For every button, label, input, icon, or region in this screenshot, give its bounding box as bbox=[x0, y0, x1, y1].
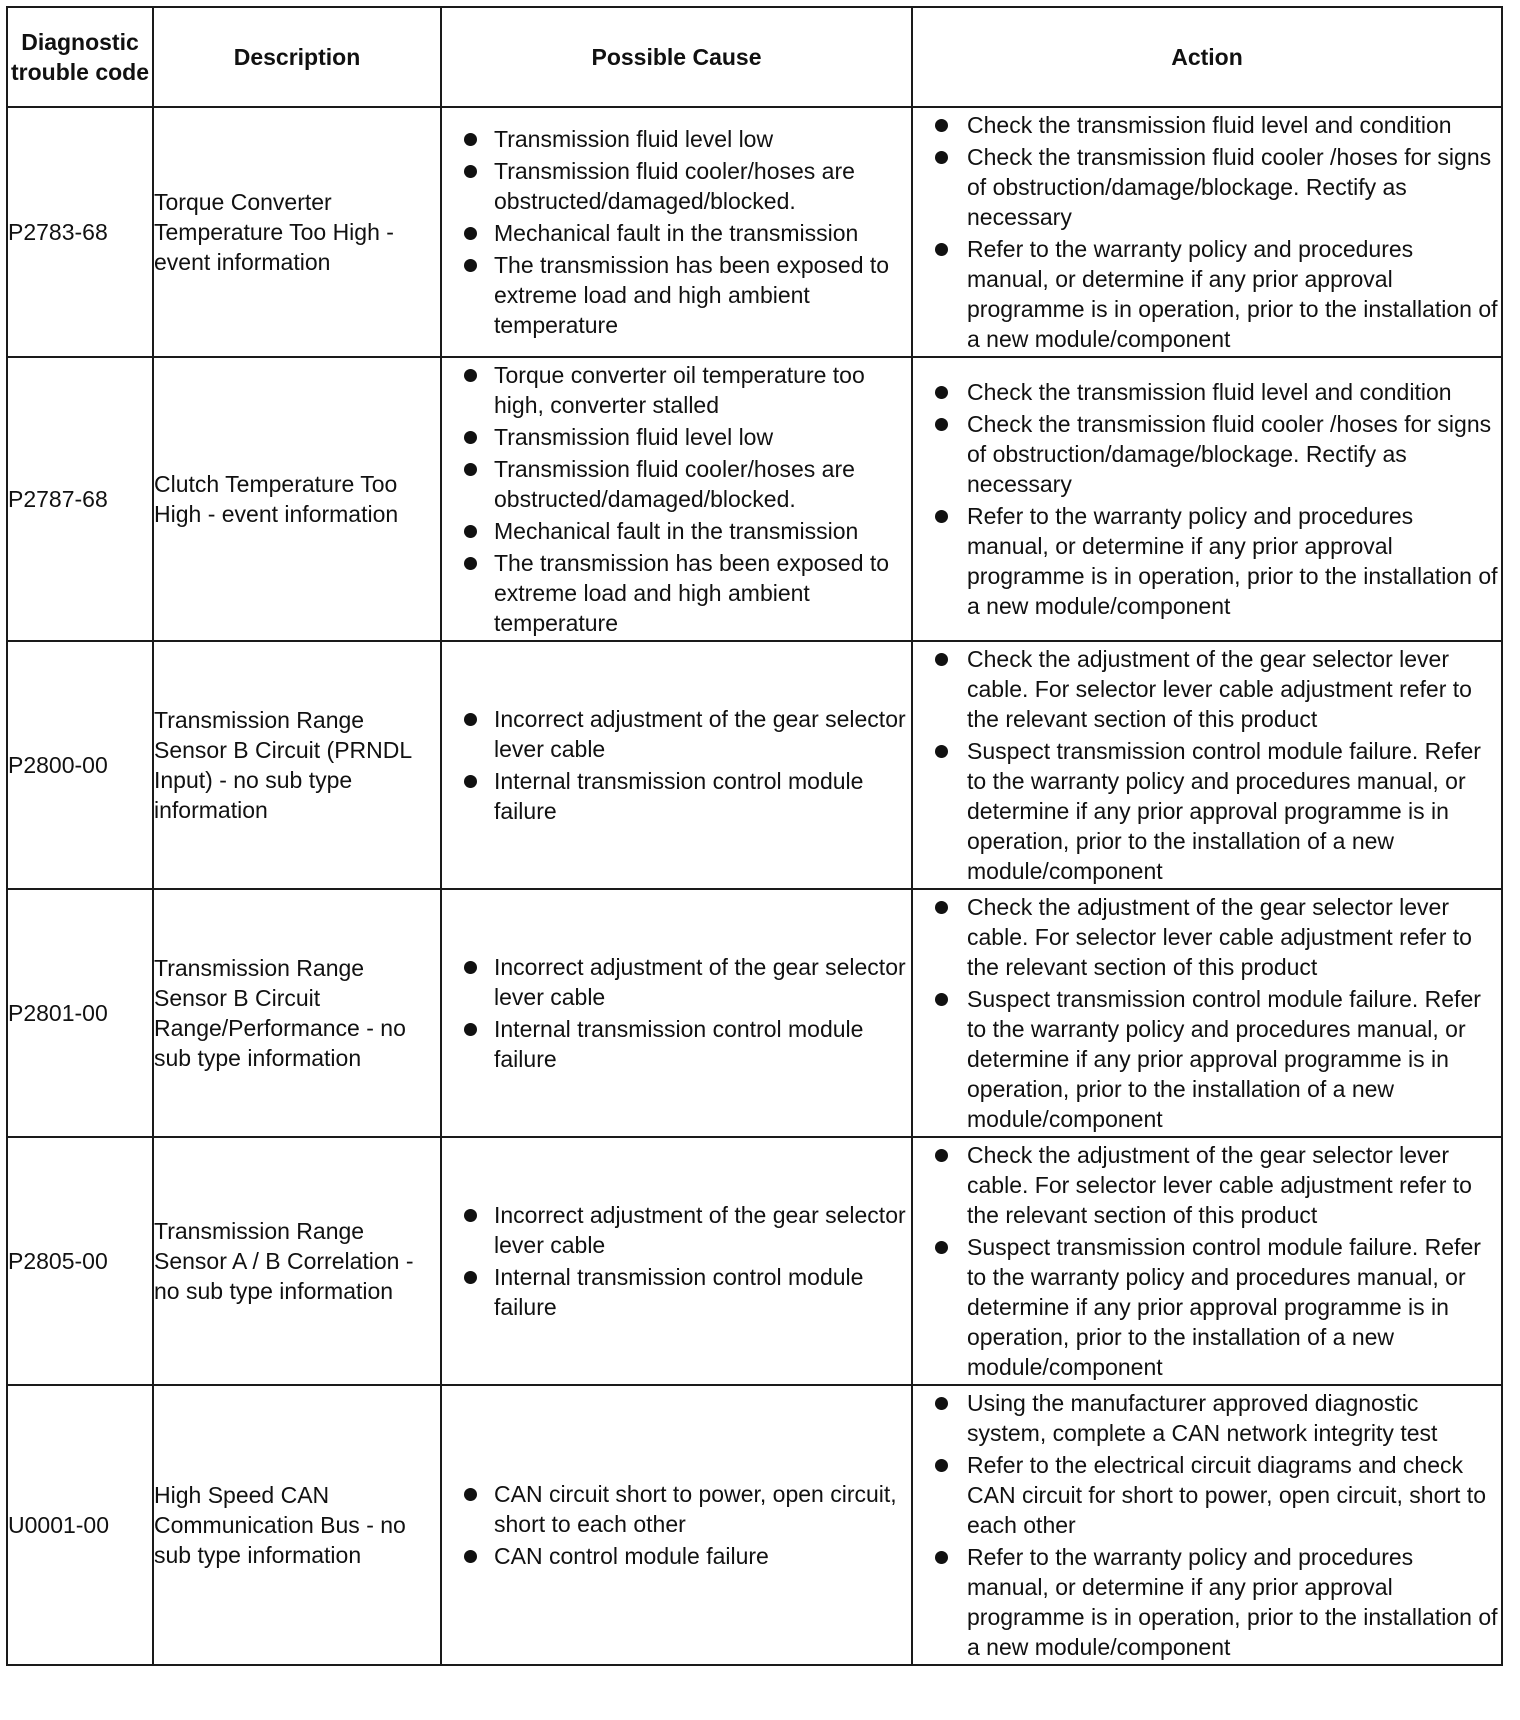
header-code: Diagnostic trouble code bbox=[7, 7, 153, 107]
action-item: Check the transmission fluid level and condition bbox=[913, 110, 1501, 140]
possible-cause-cell bbox=[441, 107, 912, 357]
cause-item: Transmission fluid level low bbox=[442, 124, 911, 154]
action-item: Suspect transmission control module failure. Refer to the warranty policy and procedures manual, or determine if any prior approval programme is in operation, prior to the installation of a new module/component bbox=[913, 1232, 1501, 1382]
cause-item: Torque converter oil temperature too high, converter stalled bbox=[442, 360, 911, 420]
cause-list bbox=[442, 1479, 911, 1571]
cause-item: Incorrect adjustment of the gear selector lever cable bbox=[442, 952, 911, 1012]
dtc-code: P2801-00 bbox=[7, 889, 153, 1137]
header-cause: Possible Cause bbox=[441, 7, 912, 107]
dtc-description: Transmission Range Sensor B Circuit (PRNDL Input) - no sub type information bbox=[153, 641, 441, 889]
action-cell bbox=[912, 1137, 1502, 1385]
dtc-code: P2783-68 bbox=[7, 107, 153, 357]
action-item: Refer to the warranty policy and procedures manual, or determine if any prior approval programme is in operation, prior to the installation of a new module/component bbox=[913, 1542, 1501, 1662]
dtc-description: High Speed CAN Communication Bus - no sub type information bbox=[153, 1385, 441, 1665]
dtc-code: P2800-00 bbox=[7, 641, 153, 889]
action-item: Refer to the warranty policy and procedures manual, or determine if any prior approval programme is in operation, prior to the installation of a new module/component bbox=[913, 501, 1501, 621]
table-body bbox=[7, 107, 1502, 1665]
dtc-description: Transmission Range Sensor A / B Correlation - no sub type information bbox=[153, 1137, 441, 1385]
action-item: Refer to the electrical circuit diagrams and check CAN circuit for short to power, open circuit, short to each other bbox=[913, 1450, 1501, 1540]
header-action: Action bbox=[912, 7, 1502, 107]
cause-item: Internal transmission control module failure bbox=[442, 1014, 911, 1074]
action-item: Check the adjustment of the gear selector lever cable. For selector lever cable adjustment refer to the relevant section of this product bbox=[913, 644, 1501, 734]
possible-cause-cell bbox=[441, 1137, 912, 1385]
table-row bbox=[7, 1385, 1502, 1665]
action-cell bbox=[912, 889, 1502, 1137]
dtc-code: U0001-00 bbox=[7, 1385, 153, 1665]
table-row bbox=[7, 641, 1502, 889]
action-item: Check the transmission fluid cooler /hoses for signs of obstruction/damage/blockage. Rectify as necessary bbox=[913, 409, 1501, 499]
cause-item: The transmission has been exposed to extreme load and high ambient temperature bbox=[442, 548, 911, 638]
action-item: Using the manufacturer approved diagnostic system, complete a CAN network integrity test bbox=[913, 1388, 1501, 1448]
table-row bbox=[7, 889, 1502, 1137]
cause-item: Incorrect adjustment of the gear selector lever cable bbox=[442, 704, 911, 764]
cause-list bbox=[442, 952, 911, 1074]
cause-item: Mechanical fault in the transmission bbox=[442, 218, 911, 248]
possible-cause-cell bbox=[441, 889, 912, 1137]
cause-item: The transmission has been exposed to extreme load and high ambient temperature bbox=[442, 250, 911, 340]
action-item: Check the adjustment of the gear selector lever cable. For selector lever cable adjustment refer to the relevant section of this product bbox=[913, 892, 1501, 982]
possible-cause-cell bbox=[441, 1385, 912, 1665]
cause-list bbox=[442, 360, 911, 638]
cause-list bbox=[442, 124, 911, 340]
dtc-code: P2805-00 bbox=[7, 1137, 153, 1385]
action-list bbox=[913, 110, 1501, 354]
dtc-table bbox=[6, 6, 1503, 1666]
action-item: Check the adjustment of the gear selector lever cable. For selector lever cable adjustment refer to the relevant section of this product bbox=[913, 1140, 1501, 1230]
action-item: Check the transmission fluid cooler /hoses for signs of obstruction/damage/blockage. Rectify as necessary bbox=[913, 142, 1501, 232]
possible-cause-cell bbox=[441, 641, 912, 889]
action-cell bbox=[912, 107, 1502, 357]
header-row bbox=[7, 7, 1502, 107]
cause-item: CAN control module failure bbox=[442, 1541, 911, 1571]
cause-item: Internal transmission control module failure bbox=[442, 1262, 911, 1322]
action-list bbox=[913, 377, 1501, 621]
table-row bbox=[7, 1137, 1502, 1385]
dtc-description: Torque Converter Temperature Too High - event information bbox=[153, 107, 441, 357]
action-item: Suspect transmission control module failure. Refer to the warranty policy and procedures manual, or determine if any prior approval programme is in operation, prior to the installation of a new module/component bbox=[913, 984, 1501, 1134]
table-row bbox=[7, 107, 1502, 357]
cause-list bbox=[442, 1200, 911, 1322]
action-list bbox=[913, 1140, 1501, 1382]
dtc-code: P2787-68 bbox=[7, 357, 153, 641]
action-list bbox=[913, 1388, 1501, 1662]
action-cell bbox=[912, 641, 1502, 889]
cause-list bbox=[442, 704, 911, 826]
dtc-description: Transmission Range Sensor B Circuit Range/Performance - no sub type information bbox=[153, 889, 441, 1137]
header-description: Description bbox=[153, 7, 441, 107]
cause-item: Transmission fluid cooler/hoses are obstructed/damaged/blocked. bbox=[442, 454, 911, 514]
action-item: Refer to the warranty policy and procedures manual, or determine if any prior approval programme is in operation, prior to the installation of a new module/component bbox=[913, 234, 1501, 354]
action-list bbox=[913, 644, 1501, 886]
cause-item: Internal transmission control module failure bbox=[442, 766, 911, 826]
action-list bbox=[913, 892, 1501, 1134]
action-item: Check the transmission fluid level and condition bbox=[913, 377, 1501, 407]
action-cell bbox=[912, 357, 1502, 641]
cause-item: Mechanical fault in the transmission bbox=[442, 516, 911, 546]
dtc-description: Clutch Temperature Too High - event information bbox=[153, 357, 441, 641]
table-row bbox=[7, 357, 1502, 641]
action-cell bbox=[912, 1385, 1502, 1665]
cause-item: Transmission fluid cooler/hoses are obstructed/damaged/blocked. bbox=[442, 156, 911, 216]
possible-cause-cell bbox=[441, 357, 912, 641]
cause-item: Transmission fluid level low bbox=[442, 422, 911, 452]
cause-item: Incorrect adjustment of the gear selector lever cable bbox=[442, 1200, 911, 1260]
action-item: Suspect transmission control module failure. Refer to the warranty policy and procedures manual, or determine if any prior approval programme is in operation, prior to the installation of a new module/component bbox=[913, 736, 1501, 886]
cause-item: CAN circuit short to power, open circuit, short to each other bbox=[442, 1479, 911, 1539]
